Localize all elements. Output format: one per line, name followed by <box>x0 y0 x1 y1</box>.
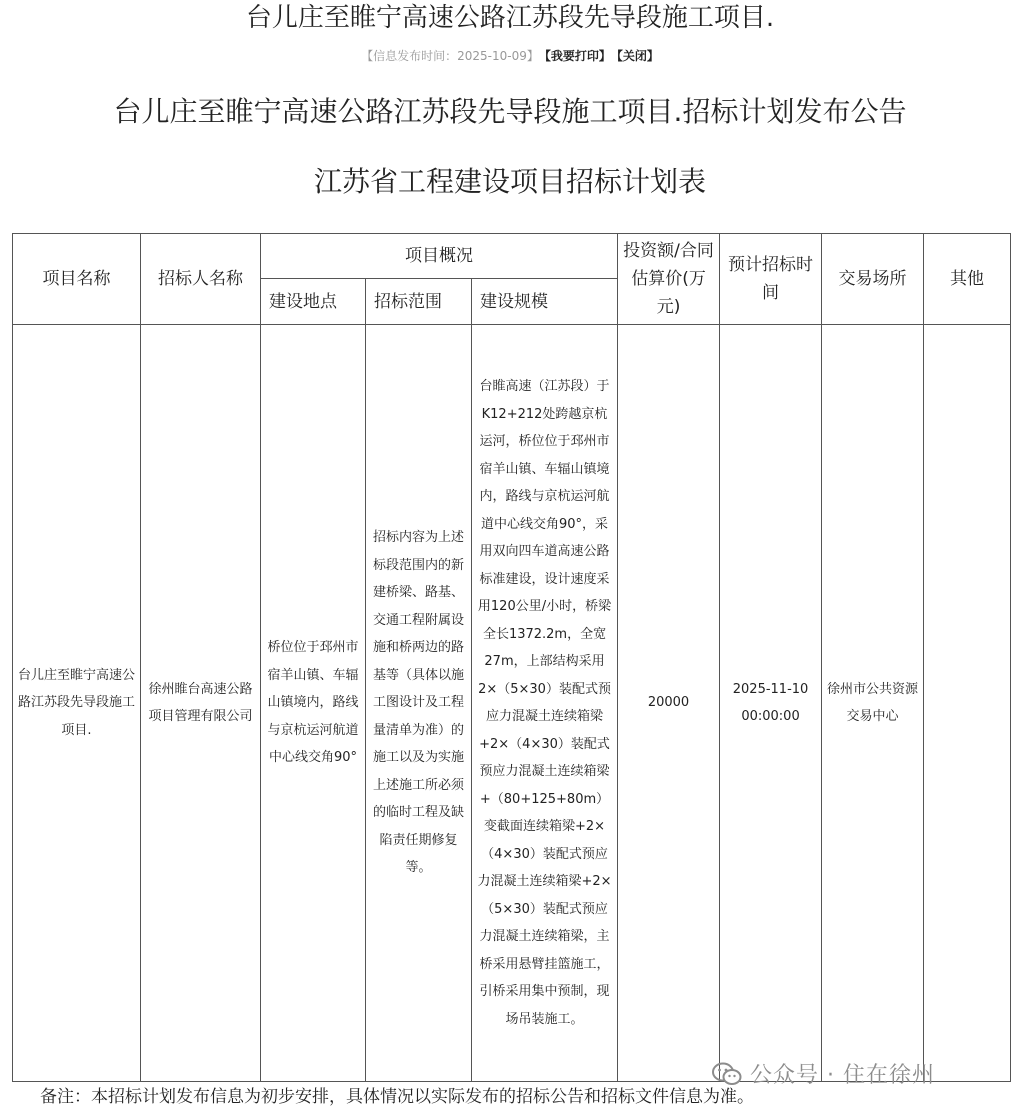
close-link[interactable]: 【关闭】 <box>616 49 659 63</box>
page-title: 台儿庄至睢宁高速公路江苏段先导段施工项目. <box>245 3 775 33</box>
watermark <box>712 1058 935 1089</box>
publish-info: 【信息发布时间：2025-10-09】 <box>361 49 539 63</box>
cell-venue: 徐州市公共资源交易中心 <box>822 325 924 1082</box>
header-investment: 投资额/合同估算价(万元) <box>618 234 720 325</box>
header-scope: 招标范围 <box>366 279 472 325</box>
header-overview: 项目概况 <box>261 234 618 279</box>
cell-investment: 20000 <box>618 325 720 1082</box>
watermark-text: 公众号 · 住在徐州 <box>750 1063 935 1088</box>
cell-tenderer: 徐州睢台高速公路项目管理有限公司 <box>141 325 261 1082</box>
header-planned-time: 预计招标时间 <box>720 234 822 325</box>
header-scale: 建设规模 <box>472 279 618 325</box>
header-venue: 交易场所 <box>822 234 924 325</box>
header-tenderer: 招标人名称 <box>141 234 261 325</box>
cell-location: 桥位位于邳州市宿羊山镇、车辐山镇境内，路线与京杭运河航道中心线交角90° <box>261 325 366 1082</box>
tender-plan-table <box>12 233 1011 1082</box>
cell-scale: 台睢高速（江苏段）于K12+212处跨越京杭运河，桥位位于邳州市宿羊山镇、车辐山镇境内，路线与京杭运河航道中心线交角90°，采用双向四车道高速公路标准建设，设计速度采用120公里/小时，桥梁全长1372.2m，全宽27m，上部结构采用2×（5×30）装配式预应力混凝土连续箱梁+2×（4×30）装配式预应力混凝土连续箱梁+（80+125+80m）变截面连续箱梁+2×（4×30）装配式预应力混凝土连续箱梁+2×（5×30）装配式预应力混凝土连续箱梁，主桥采用悬臂挂篮施工，引桥采用集中预制，现场吊装施工。 <box>472 325 618 1082</box>
note-text: 备注：本招标计划发布信息为初步安排，具体情况以实际发布的招标公告和招标文件信息为准。 <box>40 1087 754 1107</box>
header-project-name: 项目名称 <box>13 234 141 325</box>
header-other: 其他 <box>924 234 1011 325</box>
wechat-icon <box>712 1061 742 1087</box>
table-row <box>13 325 1011 1082</box>
header-location: 建设地点 <box>261 279 366 325</box>
cell-planned-time: 2025-11-10 00:00:00 <box>720 325 822 1082</box>
announcement-heading: 台儿庄至睢宁高速公路江苏段先导段施工项目.招标计划发布公告 <box>113 95 907 128</box>
cell-project-name: 台儿庄至睢宁高速公路江苏段先导段施工项目. <box>13 325 141 1082</box>
print-link[interactable]: 【我要打印】 <box>544 49 611 63</box>
cell-scope: 招标内容为上述标段范围内的新建桥梁、路基、交通工程附属设施和桥两边的路基等（具体以施工图设计及工程量清单为准）的施工以及为实施上述施工所必须的临时工程及缺陷责任期修复等。 <box>366 325 472 1082</box>
meta-line <box>0 45 1020 67</box>
cell-other <box>924 325 1011 1082</box>
table-heading: 江苏省工程建设项目招标计划表 <box>313 165 706 198</box>
